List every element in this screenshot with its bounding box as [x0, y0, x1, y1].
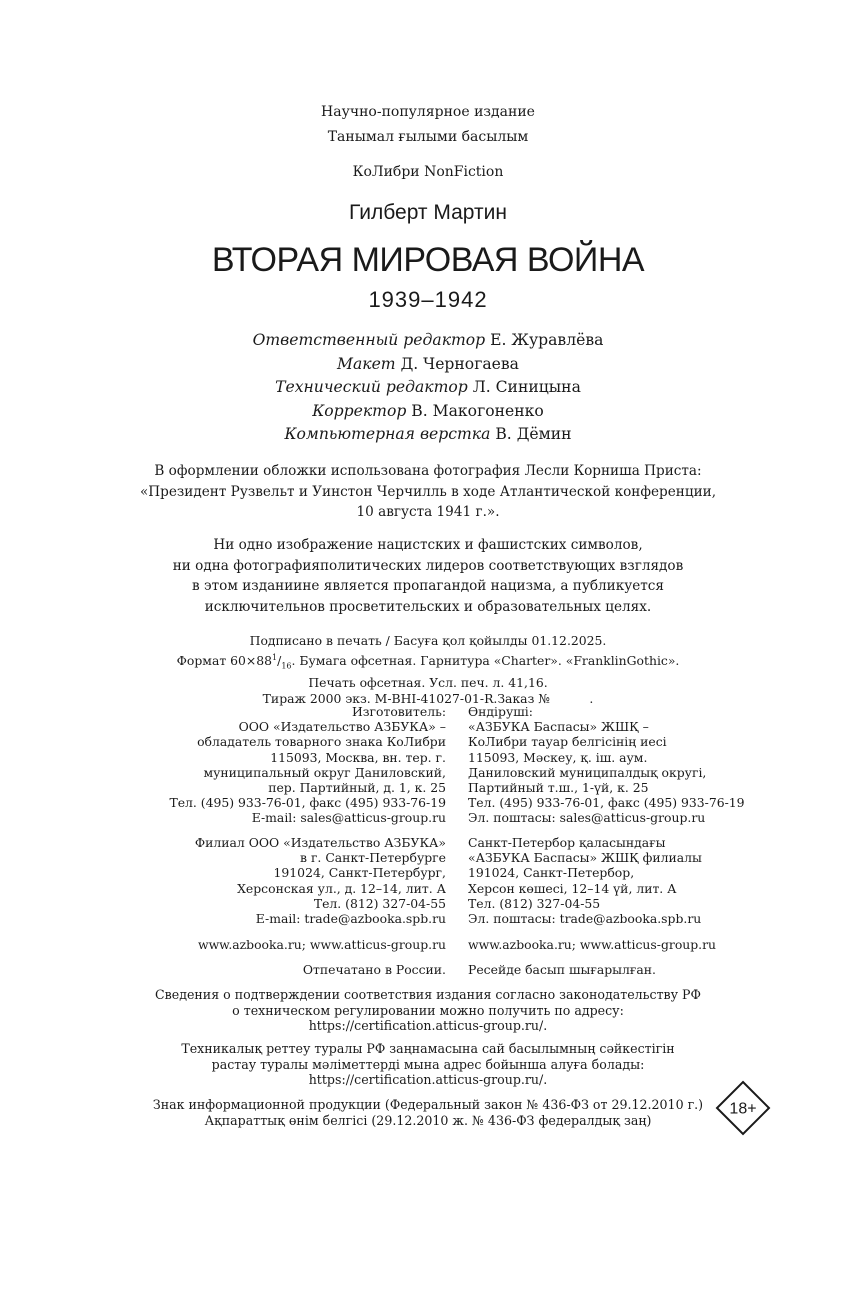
manufacturer-ru-line: Изготовитель:: [351, 704, 446, 719]
branch-kz-line: 191024, Санкт-Петербор,: [468, 865, 635, 881]
certification-ru-line: о техническом регулировании можно получить по адресу:: [232, 1002, 624, 1018]
cover-note-line: «Президент Рузвельт и Уинстон Черчилль в ходе Атлантической конференции,: [139, 483, 717, 500]
manufacturer-ru-line: муниципальный округ Даниловский,: [203, 764, 446, 780]
disclaimer: [0, 535, 856, 617]
manufacturer-ru-line: обладатель товарного знака КоЛибри: [197, 734, 446, 750]
manufacturer-kz-line: Өндіруші:: [468, 704, 533, 719]
credit-line: Макет Д. Черногаева: [337, 354, 519, 373]
manufacturer-ru-email: E-mail: sales@atticus-group.ru: [251, 810, 446, 826]
manufacturer-kz-line: КоЛибри тауар белгісінің иесі: [468, 734, 667, 750]
branch-ru-email: E-mail: trade@azbooka.spb.ru: [255, 911, 446, 927]
manufacturer-kz-line: Даниловский муниципалдық округі,: [468, 764, 707, 780]
manufacturer-ru: [169, 704, 446, 826]
age-rating-text: 18+: [729, 1100, 757, 1118]
branch-kz-line: Херсон көшесі, 12–14 үй, лит. А: [468, 880, 677, 896]
certification-kz-line: растау туралы мәліметтерді мына адрес бойынша алуға болады:: [211, 1056, 645, 1072]
manufacturer-kz-email: Эл. поштасы: sales@atticus-group.ru: [468, 810, 706, 826]
branch-ru-line: Херсонская ул., д. 12–14, лит. А: [237, 880, 446, 896]
credits-list: [0, 329, 856, 447]
diamond-icon: [715, 1080, 771, 1136]
disclaimer-line: ни одна фотографияполитических лидеров соответствующих взглядов: [172, 557, 684, 574]
credit-line: Компьютерная верстка В. Дёмин: [284, 425, 572, 443]
disclaimer-line: в этом изданиине является пропагандой нацизма, а публикуется: [192, 578, 664, 594]
age-rating-badge: [715, 1080, 771, 1136]
manufacturer-ru-line: 115093, Москва, вн. тер. г.: [270, 749, 446, 765]
disclaimer-line: исключительнов просветительских и образовательных целях.: [204, 598, 652, 615]
manufacturer-kz-line: Тел. (495) 933-76-01, факс (495) 933-76-19: [468, 795, 745, 811]
manufacturer-kz-line: «АЗБУКА Баспасы» ЖШҚ –: [468, 719, 649, 735]
manufacturer-ru-line: пер. Партийный, д. 1, к. 25: [268, 780, 446, 796]
certification-ru-line: Сведения о подтверждении соответствия издания согласно законодательству РФ: [155, 987, 701, 1002]
printed-in-ru: Отпечатано в России.: [302, 962, 446, 977]
branch-ru-line: 191024, Санкт-Петербург,: [273, 865, 446, 881]
printed-in-kz: Ресейде басып шығарылған.: [468, 962, 656, 977]
branch-kz-line: Санкт-Петербор қаласындағы: [468, 835, 666, 850]
credit-line: Ответственный редактор Е. Журавлёва: [252, 331, 604, 349]
branch-kz-line: «АЗБУКА Баспасы» ЖШҚ филиалы: [468, 850, 702, 866]
certification-ru: [0, 987, 856, 1034]
branch-kz: [468, 835, 702, 926]
cover-photo-note: [0, 461, 856, 523]
branch-ru-line: Тел. (812) 327-04-55: [313, 895, 446, 911]
print-info: [0, 633, 856, 708]
edition-type-ru: Научно-популярное издание: [321, 104, 535, 120]
certification-ru-url: https://certification.atticus-group.ru/.: [308, 1018, 548, 1033]
author-name: Гилберт Мартин: [349, 201, 507, 224]
manufacturer-ru-line: ООО «Издательство АЗБУКА» –: [238, 719, 446, 735]
certification-kz-line: Техникалық реттеу туралы РФ заңнамасына сай басылымның сәйкестігін: [181, 1041, 675, 1056]
print-date: Подписано в печать / Басуға қол қойылды 01.12.2025.: [249, 633, 607, 648]
branch-ru-line: Филиал ООО «Издательство АЗБУКА»: [194, 835, 446, 850]
certification-kz-url: https://certification.atticus-group.ru/.: [308, 1072, 548, 1087]
info-sign-kz: Ақпараттық өнім белгісі (29.12.2010 ж. № 436-ФЗ федералдық заң): [204, 1112, 652, 1128]
branch-kz-line: Тел. (812) 327-04-55: [468, 895, 601, 911]
websites-kz: www.azbooka.ru; www.atticus-group.ru: [468, 937, 717, 952]
book-years: 1939–1942: [368, 287, 488, 312]
credit-line: Корректор В. Макогоненко: [312, 401, 544, 420]
branch-ru-line: в г. Санкт-Петербурге: [300, 850, 446, 866]
websites-ru: www.azbooka.ru; www.atticus-group.ru: [197, 937, 446, 952]
disclaimer-line: Ни одно изображение нацистских и фашистских символов,: [213, 537, 643, 553]
cover-note-line: 10 августа 1941 г.».: [356, 504, 500, 520]
credit-line: Технический редактор Л. Синицына: [275, 378, 581, 396]
manufacturer-ru-line: Тел. (495) 933-76-01, факс (495) 933-76-19: [169, 795, 446, 811]
manufacturer-kz-line: Партийный т.ш., 1-үй, к. 25: [468, 780, 649, 796]
branch-kz-email: Эл. поштасы: trade@azbooka.spb.ru: [468, 911, 702, 927]
book-title: ВТОРАЯ МИРОВАЯ ВОЙНА: [211, 241, 645, 279]
print-method: Печать офсетная. Усл. печ. л. 41,16.: [308, 674, 548, 690]
info-sign-ru: Знак информационной продукции (Федеральный закон № 436-ФЗ от 29.12.2010 г.): [152, 1097, 704, 1112]
manufacturer-kz: [468, 704, 745, 826]
edition-type-kz: Танымал ғылыми басылым: [327, 129, 529, 145]
series-name: КоЛибри NonFiction: [352, 164, 504, 180]
cover-note-line: В оформлении обложки использована фотография Лесли Корниша Приста:: [154, 463, 702, 479]
manufacturer-kz-line: 115093, Мәскеу, қ. іш. аум.: [468, 749, 648, 765]
print-run: Тираж 2000 экз. M-BHI-41027-01-R.Заказ № .: [262, 691, 594, 707]
branch-ru: [195, 835, 446, 926]
print-format: Формат $60\times 88^1/_{16}$. Бумага офсетная. Гарнитура «Charter». «FranklinGothic».: [176, 652, 680, 671]
